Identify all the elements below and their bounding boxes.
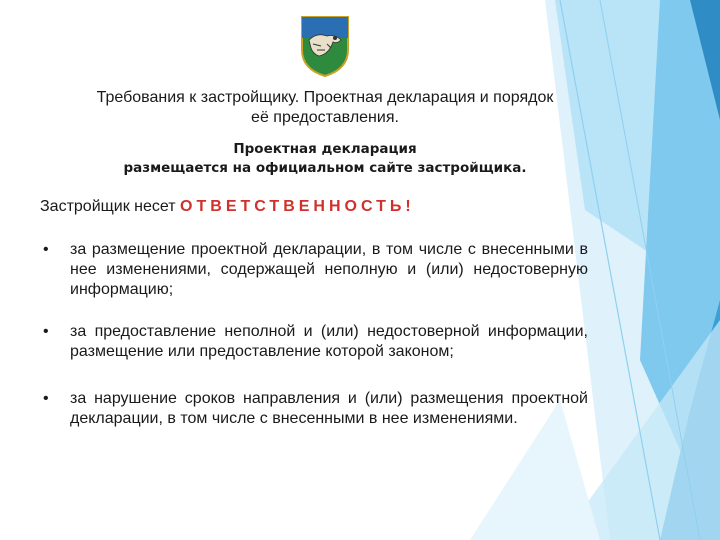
bullet-marker: • bbox=[43, 323, 49, 340]
responsibility-lead-text: Застройщик несет bbox=[40, 198, 181, 215]
list-item-text: за предоставление неполной и (или) недостоверной информации, размещение или предоставление которой законом; bbox=[70, 323, 588, 360]
responsibility-statement bbox=[40, 197, 600, 217]
responsibility-accent-text: ОТВЕТСТВЕННОСТЬ! bbox=[180, 198, 415, 215]
slide-subtitle-line-2: размещается на официальном сайте застройщика. bbox=[123, 160, 527, 176]
list-item-text: за размещение проектной декларации, в том числе с внесенными в нее изменениями, содержащей неполную и (или) недостоверную информацию; bbox=[70, 241, 588, 298]
list-item bbox=[40, 389, 588, 429]
slide-title bbox=[40, 88, 610, 128]
list-item bbox=[40, 322, 588, 362]
list-item bbox=[40, 240, 588, 300]
coat-of-arms-emblem bbox=[299, 14, 351, 78]
slide-title-line-1: Требования к застройщику. Проектная декларация и порядок bbox=[96, 89, 554, 106]
responsibility-list bbox=[40, 240, 588, 429]
slide-subtitle bbox=[40, 140, 610, 178]
bullet-marker: • bbox=[43, 241, 49, 258]
list-item-text: за нарушение сроков направления и (или) размещения проектной декларации, в том числе с внесенными в нее изменениями. bbox=[70, 390, 588, 427]
slide-title-line-2: её предоставления. bbox=[251, 109, 399, 126]
bullet-marker: • bbox=[43, 390, 49, 407]
slide-subtitle-line-1: Проектная декларация bbox=[233, 141, 417, 157]
